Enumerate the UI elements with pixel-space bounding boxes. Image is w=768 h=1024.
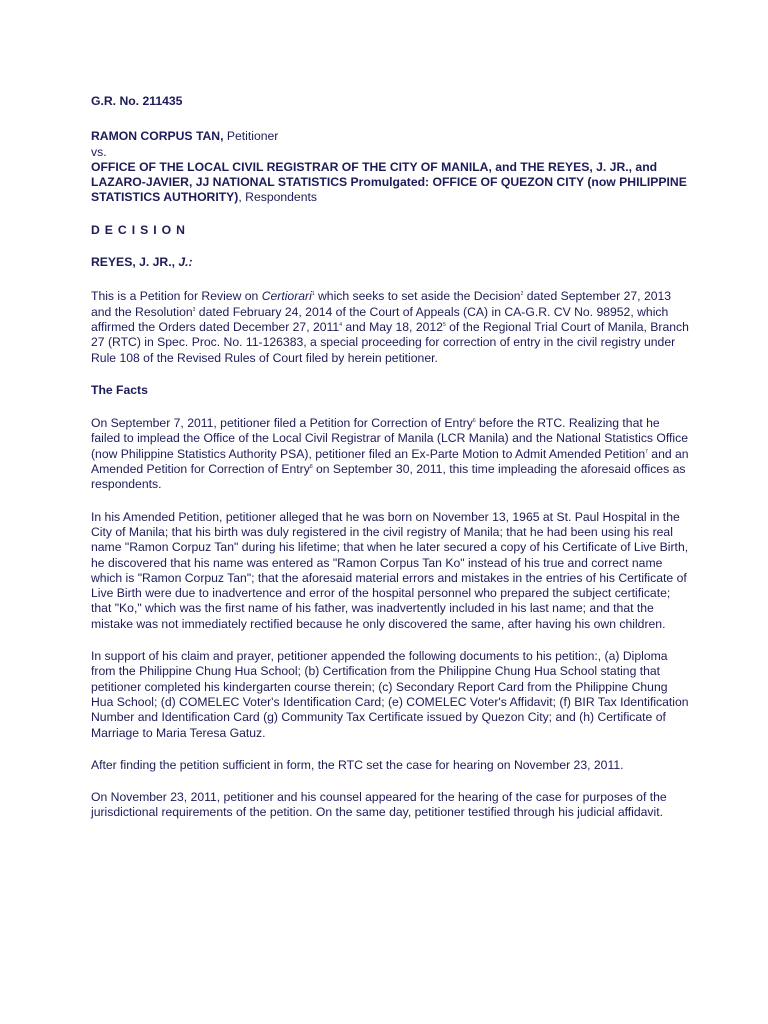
footnote-ref[interactable]: 6 (472, 418, 476, 425)
facts-paragraph-3: In support of his claim and prayer, petitioner appended the following documents to his petition:, (a) Diploma from the Philippine Chung Hua School; (b) Certification from the Philippine Chung Hua School stating that petitioner completed his kindergarten course therein; (c) Secondary Report Card from the Philippine Chung Hua School; (d) COMELEC Voter's Identification Card; (e) COMELEC Voter's Affidavit; (f) BIR Tax Identification Number and Identification Card (g) Community Tax Certificate issued by Quezon City; and (h) Certificate of Marriage to Maria Teresa Gatuz. (91, 649, 689, 740)
footnote-ref[interactable]: 3 (192, 306, 196, 313)
facts-paragraph-2: In his Amended Petition, petitioner alleged that he was born on November 13, 1965 at St. Paul Hospital in the City of Manila; that his birth was duly registered in the civil registry of Manila; that he had been using his real name "Ramon Corpuz Tan" during his lifetime; that when he later secured a copy of his Certificate of Live Birth, he discovered that his name was entered as "Ramon Corpus Tan Ko" instead of his true and correct name which is "Ramon Corpuz Tan"; that the aforesaid material errors and mistakes in the entries of his Certificate of Live Birth were due to inadvertence and error of the hospital personnel who prepared the subject certificate; that "Ko," which was the first name of his father, was inadvertently included in his last name; and that the mistake was not immediately rectified because he only discovered the same, after having his own children. (91, 509, 689, 631)
respondents-names: OFFICE OF THE LOCAL CIVIL REGISTRAR OF THE CITY OF MANILA, and THE REYES, J. JR., and LAZARO-JAVIER, JJ NATIONAL STATISTICS Promulgated: OFFICE OF QUEZON CITY (now PHILIPPINE STATISTICS AUTHORITY) (91, 159, 687, 205)
ponente-name: REYES, J. JR., (91, 255, 179, 270)
facts-heading: The Facts (91, 382, 148, 397)
facts-paragraph-5: On November 23, 2011, petitioner and his counsel appeared for the hearing of the case for purposes of the jurisdictional requirements of the petition. On the same day, petitioner testified through his judicial affidavit. (91, 790, 667, 820)
intro-paragraph (91, 289, 691, 365)
document-page (91, 94, 691, 838)
petitioner-name: RAMON CORPUS TAN, (91, 129, 224, 144)
footnote-ref[interactable]: 7 (645, 448, 648, 455)
facts-text: On September 7, 2011, petitioner filed a Petition for Correction of Entry (91, 416, 473, 431)
intro-text: dated September 27, 2013 and the Resolution (91, 289, 672, 319)
intro-text: This is a Petition for Review on (91, 289, 262, 304)
footnote-ref[interactable]: 8 (309, 464, 313, 471)
ponente-line (91, 255, 691, 270)
ponente-title: J.: (178, 255, 193, 270)
footnote-ref[interactable]: 1 (311, 291, 315, 298)
footnote-ref[interactable]: 5 (442, 321, 446, 328)
footnote-ref[interactable]: 4 (339, 321, 342, 328)
facts-text: and an Amended Petition for Correction of Entry (91, 446, 689, 477)
intro-text: dated February 24, 2014 of the Court of Appeals (CA) in CA-G.R. CV No. 98952, which affirmed the Orders dated December 27, 2011 (91, 304, 669, 334)
decision-heading: DECISION (91, 222, 190, 237)
petitioner-line (91, 129, 691, 144)
intro-text: which seeks to set aside the Decision (314, 289, 521, 304)
respondents-line (91, 160, 691, 206)
respondents-role: , Respondents (238, 190, 317, 205)
petitioner-role: Petitioner (223, 129, 279, 144)
footnote-ref[interactable]: 2 (520, 291, 524, 298)
intro-text: of the Regional Trial Court of Manila, Branch 27 (RTC) in Spec. Proc. No. 11-126383, a special proceeding for correction of entry in the civil registry under Rule 108 of the Revised Rules of Court filed by herein petitioner. (91, 319, 689, 365)
intro-italic-certiorari: Certiorari (261, 289, 312, 304)
versus-label: vs. (91, 144, 107, 159)
facts-paragraph-1 (91, 416, 691, 492)
case-number: G.R. No. 211435 (91, 94, 183, 108)
facts-paragraph-4: After finding the petition sufficient in form, the RTC set the case for hearing on November 23, 2011. (91, 757, 624, 772)
intro-text: and May 18, 2012 (341, 319, 443, 334)
case-parties (91, 129, 691, 205)
facts-text: before the RTC. Realizing that he failed to implead the Office of the Local Civil Registrar of Manila (LCR Manila) and the National Statistics Office (now Philippine Statistics Authority PSA), petitioner filed an Ex-Parte Motion to Admit Amended Petition (91, 416, 689, 461)
facts-text: on September 30, 2011, this time impleading the aforesaid offices as respondents. (91, 462, 686, 492)
